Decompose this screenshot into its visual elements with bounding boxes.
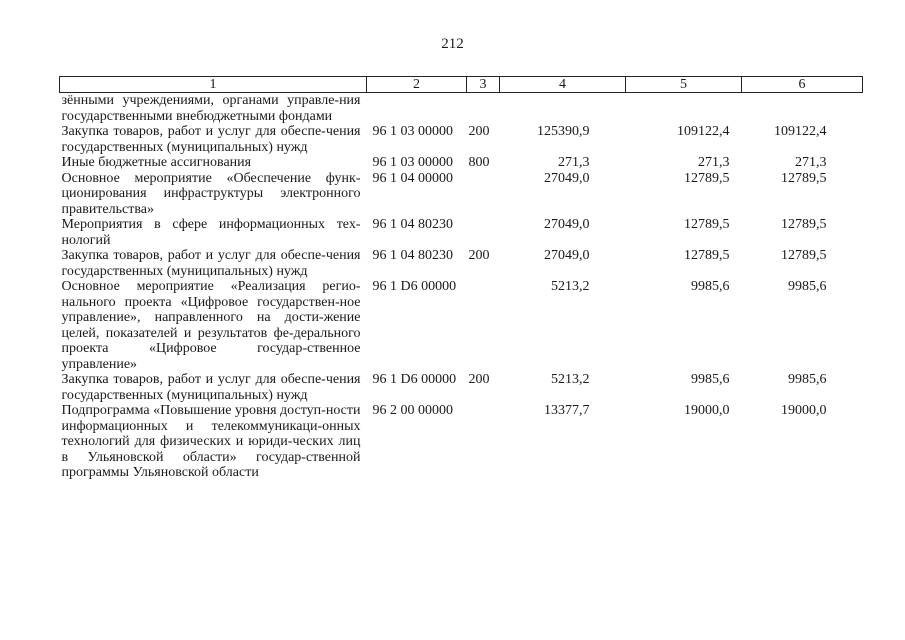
row-code: 96 1 04 00000 <box>372 170 453 186</box>
row-value-4: 27049,0 <box>544 170 590 186</box>
row-name: Мероприятия в сфере информационных тех-нологий <box>61 217 361 248</box>
row-value-4: 5213,2 <box>551 372 590 387</box>
table-row <box>60 93 863 125</box>
row-value-6: 12789,5 <box>781 248 827 263</box>
row-value-4: 27049,0 <box>544 248 590 263</box>
table-row <box>60 124 863 155</box>
row-name: Иные бюджетные ассигнования <box>61 155 252 170</box>
row-value-5: 12789,5 <box>684 248 730 263</box>
row-name: Основное мероприятие «Реализация регио-нального проекта «Цифровое государствен-ное управление», направленного на дости-жение целей, показателей и результатов фе-дерального проекта «Цифровое государ-ственное управление» <box>61 279 361 372</box>
row-name: Закупка товаров, работ и услуг для обеспе-чения государственных (муниципальных) нужд <box>61 124 361 155</box>
row-type: 800 <box>468 155 490 170</box>
row-value-4: 27049,0 <box>544 217 590 232</box>
table-row <box>60 372 863 403</box>
row-value-5: 12789,5 <box>684 170 730 186</box>
row-code: 96 1 03 00000 <box>372 155 453 170</box>
row-value-4 <box>500 93 626 125</box>
row-value-5: 109122,4 <box>677 124 730 139</box>
row-code: 96 1 D6 00000 <box>372 372 457 387</box>
row-value-6: 109122,4 <box>774 124 827 139</box>
row-type: 200 <box>468 124 490 139</box>
table-row <box>60 279 863 372</box>
table-header-row <box>60 77 863 93</box>
row-code <box>367 93 467 125</box>
row-type <box>467 403 500 481</box>
row-code: 96 1 04 80230 <box>372 248 453 263</box>
row-type: 200 <box>468 248 490 263</box>
row-code: 96 1 04 80230 <box>372 217 453 232</box>
row-value-5: 19000,0 <box>684 403 730 418</box>
row-value-6: 9985,6 <box>788 279 827 294</box>
row-value-6: 12789,5 <box>781 217 827 232</box>
table-row <box>60 403 863 481</box>
row-code: 96 2 00 00000 <box>372 403 453 418</box>
row-name: Закупка товаров, работ и услуг для обеспе-чения государственных (муниципальных) нужд <box>61 372 361 403</box>
row-name: Основное мероприятие «Обеспечение функ-ционирования инфраструктуры электронного правительства» <box>61 170 361 217</box>
budget-table <box>59 76 863 481</box>
header-col-6: 6 <box>742 77 863 93</box>
row-value-6: 271,3 <box>795 155 827 170</box>
row-value-4: 125390,9 <box>537 124 590 139</box>
table-row <box>60 171 863 218</box>
row-type <box>467 93 500 125</box>
row-value-6: 12789,5 <box>781 170 827 186</box>
row-name: Подпрограмма «Повышение уровня доступ-ности информационных и телекоммуникаци-онных технологий для физических и юриди-ческих лиц в Ульяновской области» государ-ственной программы Ульяновской области <box>61 403 361 480</box>
row-value-6: 9985,6 <box>788 372 827 387</box>
row-type: 200 <box>468 372 490 387</box>
row-code: 96 1 D6 00000 <box>372 279 457 294</box>
row-value-5: 9985,6 <box>691 372 730 387</box>
row-value-5: 12789,5 <box>684 217 730 232</box>
header-col-3: 3 <box>467 77 500 93</box>
table-row <box>60 217 863 248</box>
header-col-5: 5 <box>626 77 742 93</box>
row-type <box>467 217 500 248</box>
header-col-2: 2 <box>367 77 467 93</box>
header-col-1: 1 <box>60 77 367 93</box>
row-value-5 <box>626 93 742 125</box>
row-value-6 <box>742 93 863 125</box>
header-col-4: 4 <box>500 77 626 93</box>
row-value-5: 9985,6 <box>691 279 730 294</box>
table-row <box>60 155 863 171</box>
row-value-4: 5213,2 <box>551 279 590 294</box>
page-number: 212 <box>441 36 464 52</box>
table-row <box>60 248 863 279</box>
row-name: зёнными учреждениями, органами управле-ния государственными внебюджетными фондами <box>61 93 361 124</box>
row-value-6: 19000,0 <box>781 403 827 418</box>
row-value-4: 13377,7 <box>544 403 590 418</box>
row-value-5: 271,3 <box>698 155 730 170</box>
row-value-4: 271,3 <box>558 155 590 170</box>
row-name: Закупка товаров, работ и услуг для обеспе-чения государственных (муниципальных) нужд <box>61 248 361 279</box>
row-type <box>467 171 500 218</box>
row-type <box>467 279 500 372</box>
row-code: 96 1 03 00000 <box>372 124 453 139</box>
